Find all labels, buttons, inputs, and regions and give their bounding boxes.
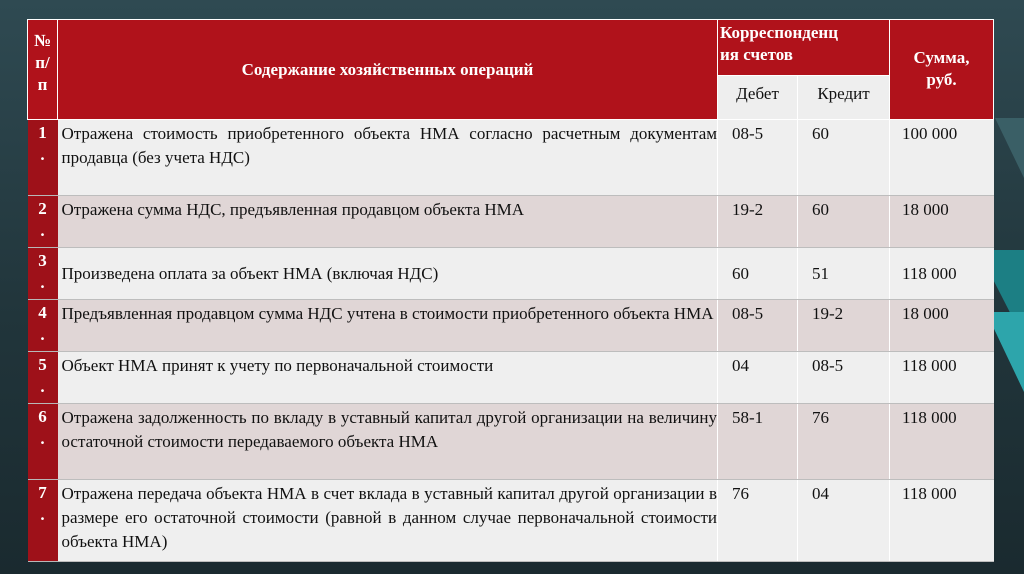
table-row <box>28 480 994 562</box>
table-row <box>28 248 994 300</box>
header-sum-line1: Сумма, <box>913 48 970 67</box>
row-number-value: 6 <box>38 407 47 426</box>
row-debit: 04 <box>718 352 798 404</box>
header-description: Содержание хозяйственных операций <box>58 20 718 120</box>
header-num-line1: № <box>33 31 52 50</box>
header-correspondence <box>718 20 890 76</box>
row-number-value: 2 <box>38 199 47 218</box>
row-number-dot: . <box>40 429 45 448</box>
row-number <box>28 248 58 300</box>
row-debit: 60 <box>718 248 798 300</box>
row-debit: 76 <box>718 480 798 562</box>
header-sum-line2: руб. <box>926 70 957 89</box>
row-number <box>28 352 58 404</box>
row-number-dot: . <box>40 377 45 396</box>
row-credit: 04 <box>798 480 890 562</box>
row-number-value: 1 <box>38 123 47 142</box>
row-sum: 18 000 <box>890 300 994 352</box>
row-number-dot: . <box>40 273 45 292</box>
table-row <box>28 300 994 352</box>
operations-table <box>27 19 994 562</box>
row-sum: 100 000 <box>890 120 994 196</box>
row-number-value: 7 <box>38 483 47 502</box>
decor-triangle-top <box>995 118 1024 178</box>
row-debit: 58-1 <box>718 404 798 480</box>
row-number <box>28 300 58 352</box>
row-description: Отражена стоимость приобретенного объекта НМА согласно расчетным документам продавца (без учета НДС) <box>58 120 718 196</box>
row-number-value: 4 <box>38 303 47 322</box>
row-sum: 18 000 <box>890 196 994 248</box>
header-correspondence-line2: ия счетов <box>720 45 793 64</box>
row-sum: 118 000 <box>890 248 994 300</box>
header-num <box>28 20 58 120</box>
row-description: Произведена оплата за объект НМА (включая НДС) <box>58 248 718 300</box>
row-number-value: 3 <box>38 251 47 270</box>
row-debit: 19-2 <box>718 196 798 248</box>
row-description: Объект НМА принят к учету по первоначальной стоимости <box>58 352 718 404</box>
row-debit: 08-5 <box>718 300 798 352</box>
header-credit: Кредит <box>798 76 890 120</box>
row-description: Отражена задолженность по вкладу в уставный капитал другой организации на величину остаточной стоимости передаваемого объекта НМА <box>58 404 718 480</box>
row-number <box>28 480 58 562</box>
row-debit: 08-5 <box>718 120 798 196</box>
table-row <box>28 120 994 196</box>
table-row <box>28 352 994 404</box>
table-row <box>28 404 994 480</box>
header-sum <box>890 20 994 120</box>
row-credit: 60 <box>798 120 890 196</box>
row-number-dot: . <box>40 505 45 524</box>
row-number <box>28 404 58 480</box>
row-number <box>28 196 58 248</box>
row-sum: 118 000 <box>890 404 994 480</box>
row-credit: 60 <box>798 196 890 248</box>
row-sum: 118 000 <box>890 480 994 562</box>
row-description: Отражена сумма НДС, предъявленная продавцом объекта НМА <box>58 196 718 248</box>
header-correspondence-line1: Корреспонденц <box>720 23 839 42</box>
row-number-dot: . <box>40 325 45 344</box>
row-credit: 51 <box>798 248 890 300</box>
row-description: Предъявленная продавцом сумма НДС учтена в стоимости приобретенного объекта НМА <box>58 300 718 352</box>
row-number <box>28 120 58 196</box>
row-number-dot: . <box>40 145 45 164</box>
header-debit: Дебет <box>718 76 798 120</box>
header-num-line2: п/ <box>35 53 50 72</box>
table-row <box>28 196 994 248</box>
row-credit: 76 <box>798 404 890 480</box>
row-number-dot: . <box>40 221 45 240</box>
row-credit: 19-2 <box>798 300 890 352</box>
row-number-value: 5 <box>38 355 47 374</box>
row-credit: 08-5 <box>798 352 890 404</box>
header-num-line3: п <box>37 75 48 94</box>
row-description: Отражена передача объекта НМА в счет вклада в уставный капитал другой организации в размере его остаточной стоимости (равной в данном случае первоначальной стоимости объекта НМА) <box>58 480 718 562</box>
row-sum: 118 000 <box>890 352 994 404</box>
